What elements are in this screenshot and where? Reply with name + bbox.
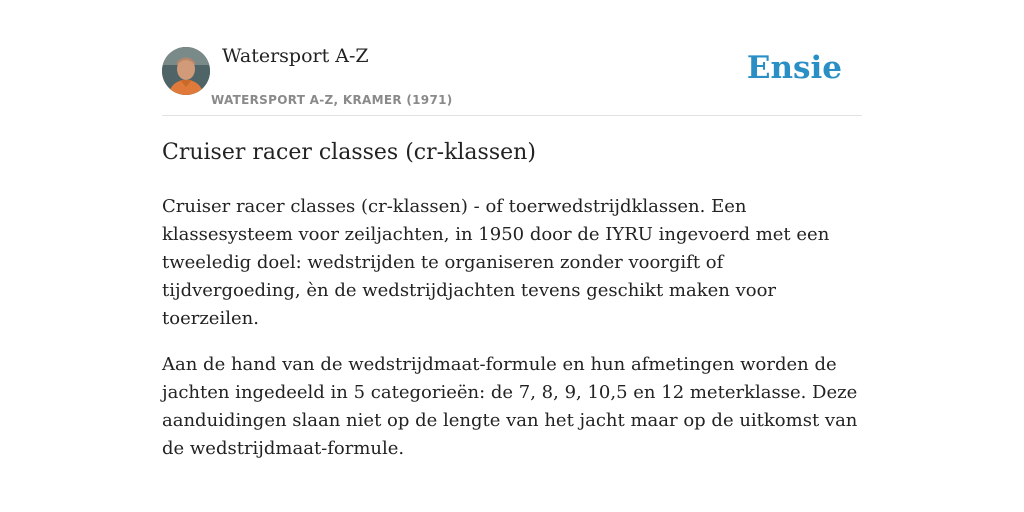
- ensie-logo[interactable]: Ensie: [746, 50, 842, 86]
- article-container: [162, 0, 862, 459]
- article-paragraph: Cruiser racer classes (cr-klassen) - of toerwedstrijdklassen. Een klassesysteem voor zeiljachten, in 1950 door de IYRU ingevoerd met een tweeledig doel: wedstrijden te organiseren zonder voorgift of tijdvergoeding, èn de wedstrijdjachten tevens geschikt maken voor toerzeilen.: [162, 196, 830, 329]
- author-avatar[interactable]: [162, 47, 210, 95]
- page-title: Cruiser racer classes (cr-klassen): [162, 140, 536, 165]
- article-body: [162, 193, 862, 481]
- avatar-photo-icon: [162, 47, 210, 95]
- article-paragraph: Aan de hand van de wedstrijdmaat-formule en hun afmetingen worden de jachten ingedeeld in 5 categorieën: de 7, 8, 9, 10,5 en 12 meterklasse. Deze aanduidingen slaan niet op de lengte van het jacht maar op de uitkomst van de wedstrijdmaat-formule.: [162, 354, 858, 459]
- article-header: [162, 0, 862, 116]
- author-name[interactable]: Watersport A-Z: [222, 45, 369, 67]
- source-reference: WATERSPORT A-Z, KRAMER (1971): [211, 93, 453, 107]
